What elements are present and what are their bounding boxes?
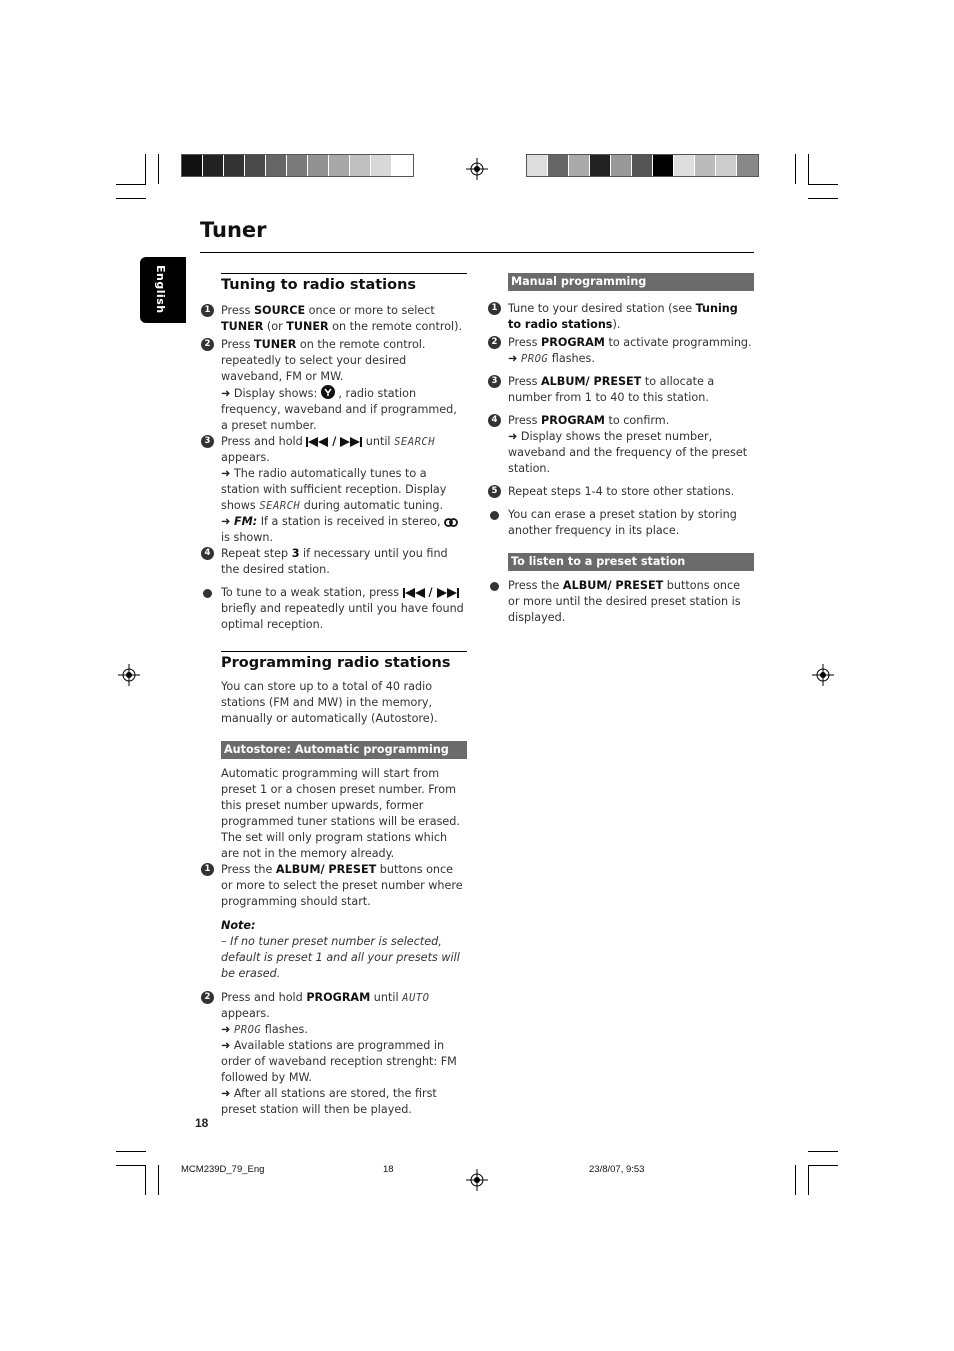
arrow-icon: ➜ [221, 1023, 231, 1036]
previous-icon [306, 437, 328, 447]
step-number: 5 [488, 485, 501, 498]
lcd-text: AUTO [402, 992, 430, 1004]
text: Tune to your desired station (see [508, 302, 696, 315]
bold-text: ALBUM/ PRESET [541, 375, 642, 388]
bold-text: TUNER [286, 320, 329, 333]
text: briefly and repeatedly until you have found optimal reception. [221, 602, 464, 631]
text: If a station is received in stereo, [257, 515, 445, 528]
text: is shown. [221, 531, 274, 544]
text: flashes. [261, 1023, 308, 1036]
text: buttons once or more until the desired preset station is displayed. [508, 579, 741, 624]
bullet-erase [508, 507, 754, 539]
previous-icon [403, 588, 425, 598]
registration-mark-icon [466, 158, 488, 180]
text: The radio automatically tunes to a station with sufficient reception. Display shows [221, 467, 447, 512]
arrow-icon: ➜ [221, 1039, 231, 1052]
crop-mark [808, 154, 809, 184]
bullet-icon [203, 589, 212, 598]
bold-text: TUNER [254, 338, 297, 351]
text: until [370, 991, 403, 1004]
text: Press the [221, 863, 276, 876]
crop-mark [808, 1151, 838, 1152]
left-column [204, 273, 467, 1118]
text: ). [612, 318, 621, 331]
text: Press [221, 304, 254, 317]
step-3 [204, 434, 467, 546]
step-2 [204, 337, 467, 434]
text: Display shows the preset number, waveband and the frequency of the preset station. [508, 430, 748, 475]
crop-mark [795, 154, 796, 184]
text: flashes. [548, 352, 595, 365]
language-tab [140, 257, 186, 323]
crop-mark [158, 154, 159, 184]
crop-mark [116, 1165, 146, 1166]
crop-mark [808, 184, 838, 185]
step-number: 3 [201, 435, 214, 448]
text: Press [508, 336, 541, 349]
text: on the remote control). [328, 320, 463, 333]
text: Repeat steps 1-4 to store other stations. [508, 485, 735, 498]
text: Repeat step [221, 547, 292, 560]
crop-mark [808, 1165, 838, 1166]
footer-page: 18 [383, 1164, 394, 1175]
arrow-icon: ➜ [221, 1087, 231, 1100]
tuner-icon [321, 385, 335, 399]
right-column [491, 273, 754, 626]
footer-doc-code: MCM239D_79_Eng [181, 1164, 265, 1175]
bold-text: TUNER [221, 320, 264, 333]
page-title: Tuner [200, 218, 267, 242]
bold-text: 3 [291, 547, 300, 560]
crop-mark [808, 1165, 809, 1195]
crop-mark [808, 198, 838, 199]
bold-text: PROGRAM [541, 336, 605, 349]
registration-mark-icon [812, 664, 834, 686]
manual-step-3 [491, 374, 754, 406]
bold-italic-text: FM: [233, 515, 258, 528]
next-icon [437, 588, 459, 598]
text: To tune to a weak station, press [221, 586, 403, 599]
text: if necessary until you find the desired station. [221, 547, 448, 576]
footer-date: 23/8/07, 9:53 [589, 1164, 645, 1175]
step-number: 4 [201, 547, 214, 560]
separator: / [424, 586, 437, 599]
text: on the remote control. repeatedly to select your desired waveband, FM or MW. [221, 338, 426, 383]
manual-step-5 [491, 484, 754, 500]
text: appears. [221, 1007, 270, 1020]
note-label: Note: [221, 919, 256, 932]
crop-mark [116, 1151, 146, 1152]
text: once or more to select [305, 304, 435, 317]
text: You can erase a preset station by storing another frequency in its place. [508, 508, 737, 537]
bullet-icon [490, 511, 499, 520]
band-autostore: Autostore: Automatic programming [221, 741, 467, 759]
crop-mark [145, 1165, 146, 1195]
crop-mark [145, 154, 146, 184]
bold-text: SOURCE [254, 304, 306, 317]
text: After all stations are stored, the first preset station will then be played. [221, 1087, 437, 1116]
crop-mark [158, 1165, 159, 1195]
bold-text: Tuning to radio stations [508, 302, 738, 331]
step-number: 4 [488, 414, 501, 427]
autostore-paragraph: Automatic programming will start from preset 1 or a chosen preset number. From this preset number upwards, former programmed tuner stations will be erased. The set will only program stations which are not in the memory already. [221, 767, 460, 860]
step-number: 3 [488, 375, 501, 388]
text: Display shows: [230, 387, 321, 400]
bold-text: ALBUM/ PRESET [275, 863, 377, 876]
text: to allocate a number from 1 to 40 to this station. [508, 375, 715, 404]
text: Press the [508, 579, 563, 592]
bold-text: PROGRAM [306, 991, 371, 1004]
autostore-step-1 [204, 862, 467, 910]
text: Press [508, 414, 541, 427]
step-number: 2 [201, 338, 214, 351]
language-tab-label: English [154, 265, 167, 314]
text: Press and hold [221, 435, 307, 448]
bold-text: ALBUM/ PRESET [562, 579, 664, 592]
section-heading-tuning: Tuning to radio stations [221, 273, 467, 294]
section-heading-programming: Programming radio stations [221, 651, 467, 672]
color-bar-left [181, 154, 414, 177]
stereo-icon [444, 518, 458, 527]
color-bar-right [526, 154, 759, 177]
arrow-icon: ➜ [221, 515, 231, 528]
manual-step-2 [491, 335, 754, 367]
lcd-text: PROG [233, 1024, 262, 1036]
registration-mark-icon [466, 1169, 488, 1191]
text: during automatic tuning. [300, 499, 444, 512]
bullet-listen [508, 578, 754, 626]
separator: / [328, 435, 341, 448]
crop-mark [116, 184, 146, 185]
band-manual-programming: Manual programming [508, 273, 754, 291]
next-icon [340, 437, 362, 447]
text: Press [508, 375, 541, 388]
band-listen-preset: To listen to a preset station [508, 553, 754, 571]
step-number: 1 [488, 302, 501, 315]
step-number: 1 [201, 863, 214, 876]
text: until [362, 435, 395, 448]
text: (or [263, 320, 287, 333]
page-number: 18 [195, 1116, 209, 1130]
step-number: 1 [201, 304, 214, 317]
lcd-text: SEARCH [259, 500, 301, 512]
step-number: 2 [201, 991, 214, 1004]
arrow-icon: ➜ [508, 352, 518, 365]
bullet-icon [490, 582, 499, 591]
text: appears. [221, 451, 270, 464]
text: Press [221, 338, 254, 351]
text: buttons once or more to select the preset number where programming should start. [221, 863, 463, 908]
arrow-icon: ➜ [508, 430, 518, 443]
step-number: 2 [488, 336, 501, 349]
step-1 [204, 303, 467, 335]
step-4 [204, 546, 467, 578]
text: , radio station frequency, waveband and if programmed, a preset number. [221, 387, 457, 432]
manual-step-1 [491, 301, 754, 333]
title-rule [200, 252, 754, 253]
manual-step-4 [491, 413, 754, 477]
text: to confirm. [604, 414, 670, 427]
registration-mark-icon [118, 664, 140, 686]
bullet-weak-station [221, 585, 467, 633]
text: Press and hold [221, 991, 307, 1004]
text: Available stations are programmed in order of waveband reception strenght: FM followed by MW. [221, 1039, 457, 1084]
crop-mark [795, 1165, 796, 1195]
arrow-icon: ➜ [221, 467, 231, 480]
crop-mark [116, 198, 146, 199]
autostore-step-2 [204, 990, 467, 1118]
text: to activate programming. [604, 336, 752, 349]
lcd-text: SEARCH [394, 436, 436, 448]
bold-text: PROGRAM [541, 414, 605, 427]
programming-intro: You can store up to a total of 40 radio stations (FM and MW) in the memory, manually or automatically (Autostore). [221, 680, 438, 725]
arrow-icon: ➜ [221, 387, 231, 400]
note-text: – If no tuner preset number is selected, default is preset 1 and all your presets will be erased. [221, 935, 460, 980]
lcd-text: PROG [520, 353, 549, 365]
